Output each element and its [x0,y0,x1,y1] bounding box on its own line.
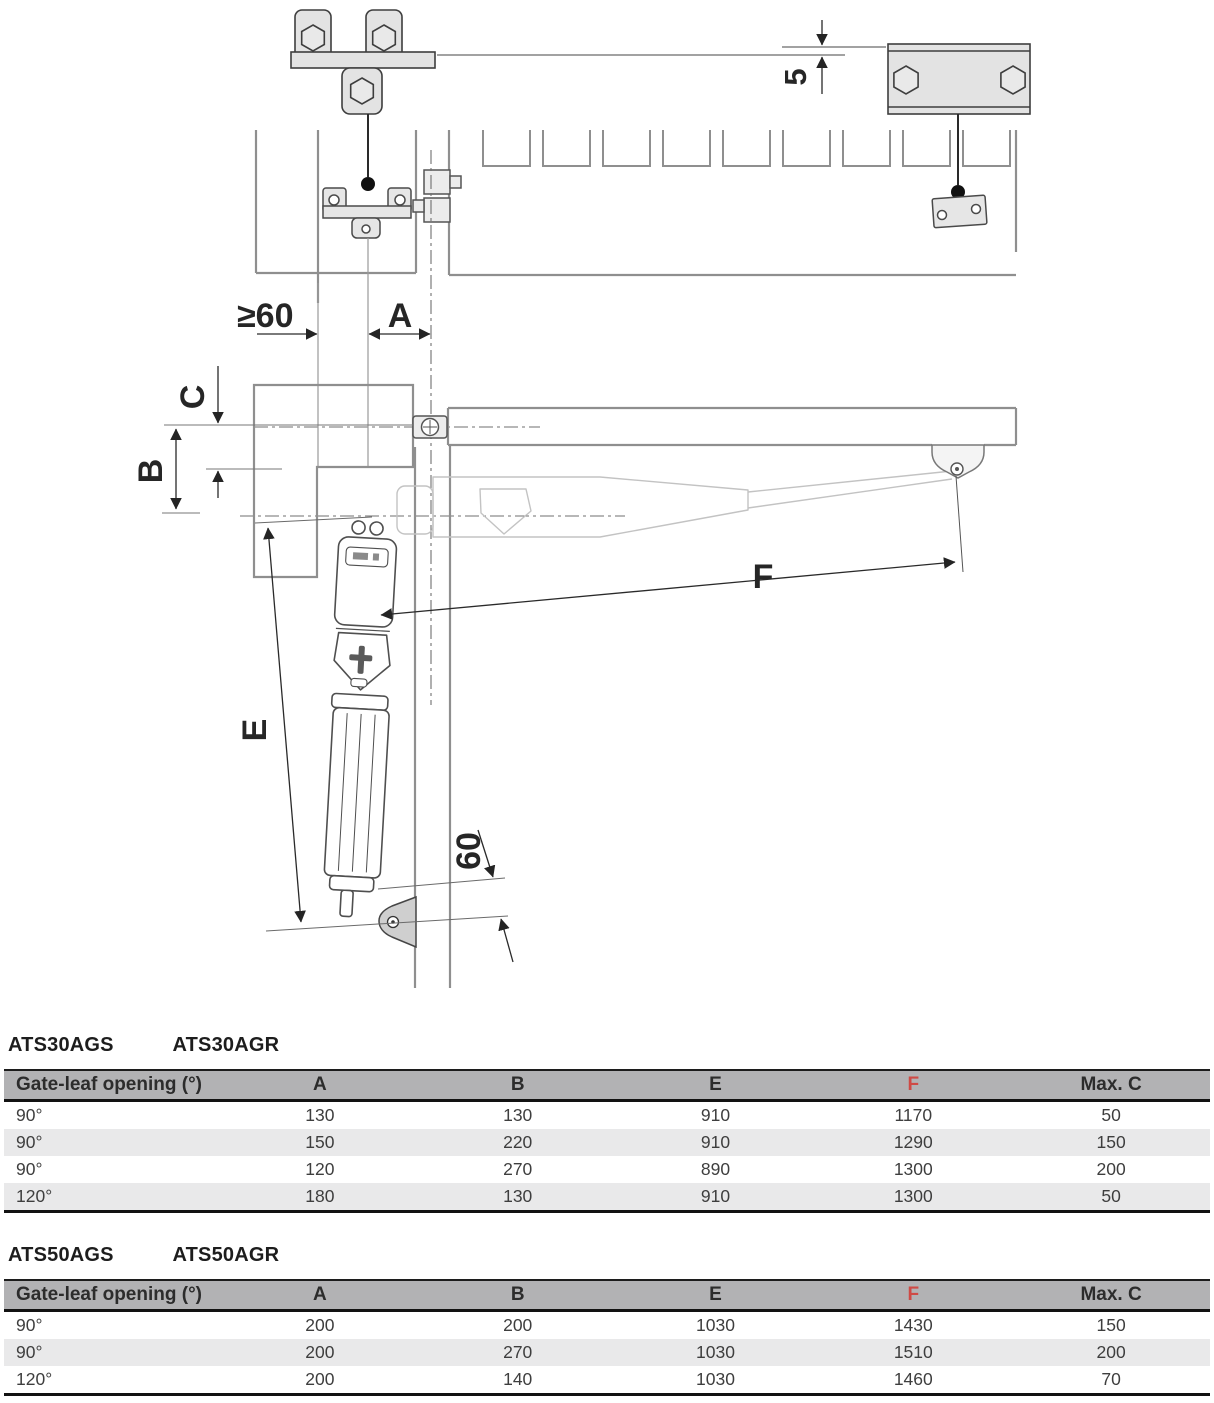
dim-label-f: F [752,558,774,596]
dim-b [132,429,200,513]
table-row [4,1366,1210,1395]
dim-5 [437,20,886,94]
table-cell: 180 [221,1183,419,1212]
table-cell: 70 [1012,1366,1210,1395]
spec-tables [0,1034,1214,1396]
gate-pickets [483,130,1010,166]
col-header-b: B [419,1280,617,1311]
table-cell: 90° [16,1132,43,1152]
spec-table-ats50-body [4,1311,1210,1395]
hinge-plan [413,170,461,222]
table-cell: 1300 [893,1159,933,1179]
col-header-e: E [617,1280,815,1311]
table-cell: 50 [1012,1183,1210,1212]
table-cell: 1430 [893,1315,933,1335]
model-label-ats30ags: ATS30AGS [8,1034,114,1056]
table-cell: 130 [503,1105,533,1125]
table-cell: 150 [1096,1315,1126,1335]
table-cell: 910 [617,1183,815,1212]
col-header-a: A [221,1280,419,1311]
hinge-elevation [413,416,447,438]
table-cell: 220 [503,1132,533,1152]
table-cell: 130 [419,1183,617,1212]
table-cell: 90° [16,1315,43,1335]
table-cell: 200 [305,1315,335,1335]
rear-bracket-elevation [932,445,984,572]
table-cell: 200 [305,1342,335,1362]
brand-mark [353,552,368,560]
front-bracket-plan [323,188,411,238]
rear-bracket-plan [932,195,987,228]
model-label-ats50agr: ATS50AGR [172,1244,280,1266]
col-header-gate-leaf-opening-: Gate-leaf opening (°) [4,1280,221,1311]
actuator-closed-ghost [397,471,952,537]
col-header-f: F [814,1070,1012,1101]
dim-label-b: B [132,458,170,484]
table-cell: 1170 [894,1105,933,1125]
dim-label-min60: ≥60 [237,297,294,335]
table-cell: 1460 [814,1366,1012,1395]
actuator-open [318,520,400,918]
table-cell: 1300 [814,1183,1012,1212]
table-cell: 150 [1096,1132,1126,1152]
dim-f [381,558,955,615]
model-row-ats30 [8,1034,1214,1056]
col-header-e: E [617,1070,815,1101]
table-row [4,1311,1210,1340]
model-row-ats50 [8,1244,1214,1266]
table-cell: 1030 [617,1366,815,1395]
table-cell: 120° [4,1366,221,1395]
table-cell: 1030 [696,1342,735,1362]
table-cell: 120 [305,1159,335,1179]
table-cell: 120° [4,1183,221,1212]
brand-mark-2 [373,553,379,560]
col-header-f: F [814,1280,1012,1311]
table-row [4,1339,1210,1366]
front-bracket-detail [291,10,435,114]
rear-bracket-detail [888,44,1030,114]
model-label-ats50ags: ATS50AGS [8,1244,114,1266]
table-cell: 910 [700,1132,731,1152]
spec-table-ats50-head [4,1280,1210,1311]
dim-label-60: 60 [450,832,488,870]
table-cell: 270 [503,1342,533,1362]
dim-60 [378,830,513,962]
table-cell: 140 [419,1366,617,1395]
front-bracket-leader-dot [361,177,375,191]
col-header-max-c: Max. C [1012,1070,1210,1101]
table-cell: 200 [221,1366,419,1395]
model-label-ats30agr: ATS30AGR [172,1034,280,1056]
gate-leaf-plan-edge [449,130,1016,275]
dim-label-a: A [387,297,413,335]
table-cell: 1290 [893,1132,933,1152]
table-cell: 200 [1096,1342,1126,1362]
spec-table-ats30-body [4,1101,1210,1212]
table-cell: 270 [503,1159,533,1179]
col-header-a: A [221,1070,419,1101]
col-header-max-c: Max. C [1012,1280,1210,1311]
table-cell: 200 [1096,1159,1126,1179]
spec-table-ats50 [4,1279,1210,1396]
table-cell: 150 [305,1132,335,1152]
dim-label-c: C [174,384,212,410]
table-row [4,1183,1210,1212]
col-header-b: B [419,1070,617,1101]
table-cell: 910 [700,1105,731,1125]
table-cell: 130 [305,1105,335,1125]
table-row [4,1156,1210,1183]
col-header-gate-leaf-opening-: Gate-leaf opening (°) [4,1070,221,1101]
table-cell: 1510 [893,1342,933,1362]
spec-table-ats30 [4,1069,1210,1213]
dim-label-5: 5 [778,68,813,86]
table-cell: 200 [503,1315,533,1335]
dim-min60-a [237,297,430,335]
dim-label-e: E [236,718,274,742]
spec-table-ats30-head [4,1070,1210,1101]
table-cell: 890 [700,1159,731,1179]
table-row [4,1101,1210,1130]
table-cell: 90° [16,1342,43,1362]
table-cell: 50 [1101,1105,1121,1125]
table-cell: 90° [16,1159,43,1179]
table-row [4,1129,1210,1156]
table-cell: 1030 [696,1315,735,1335]
table-cell: 90° [16,1105,43,1125]
